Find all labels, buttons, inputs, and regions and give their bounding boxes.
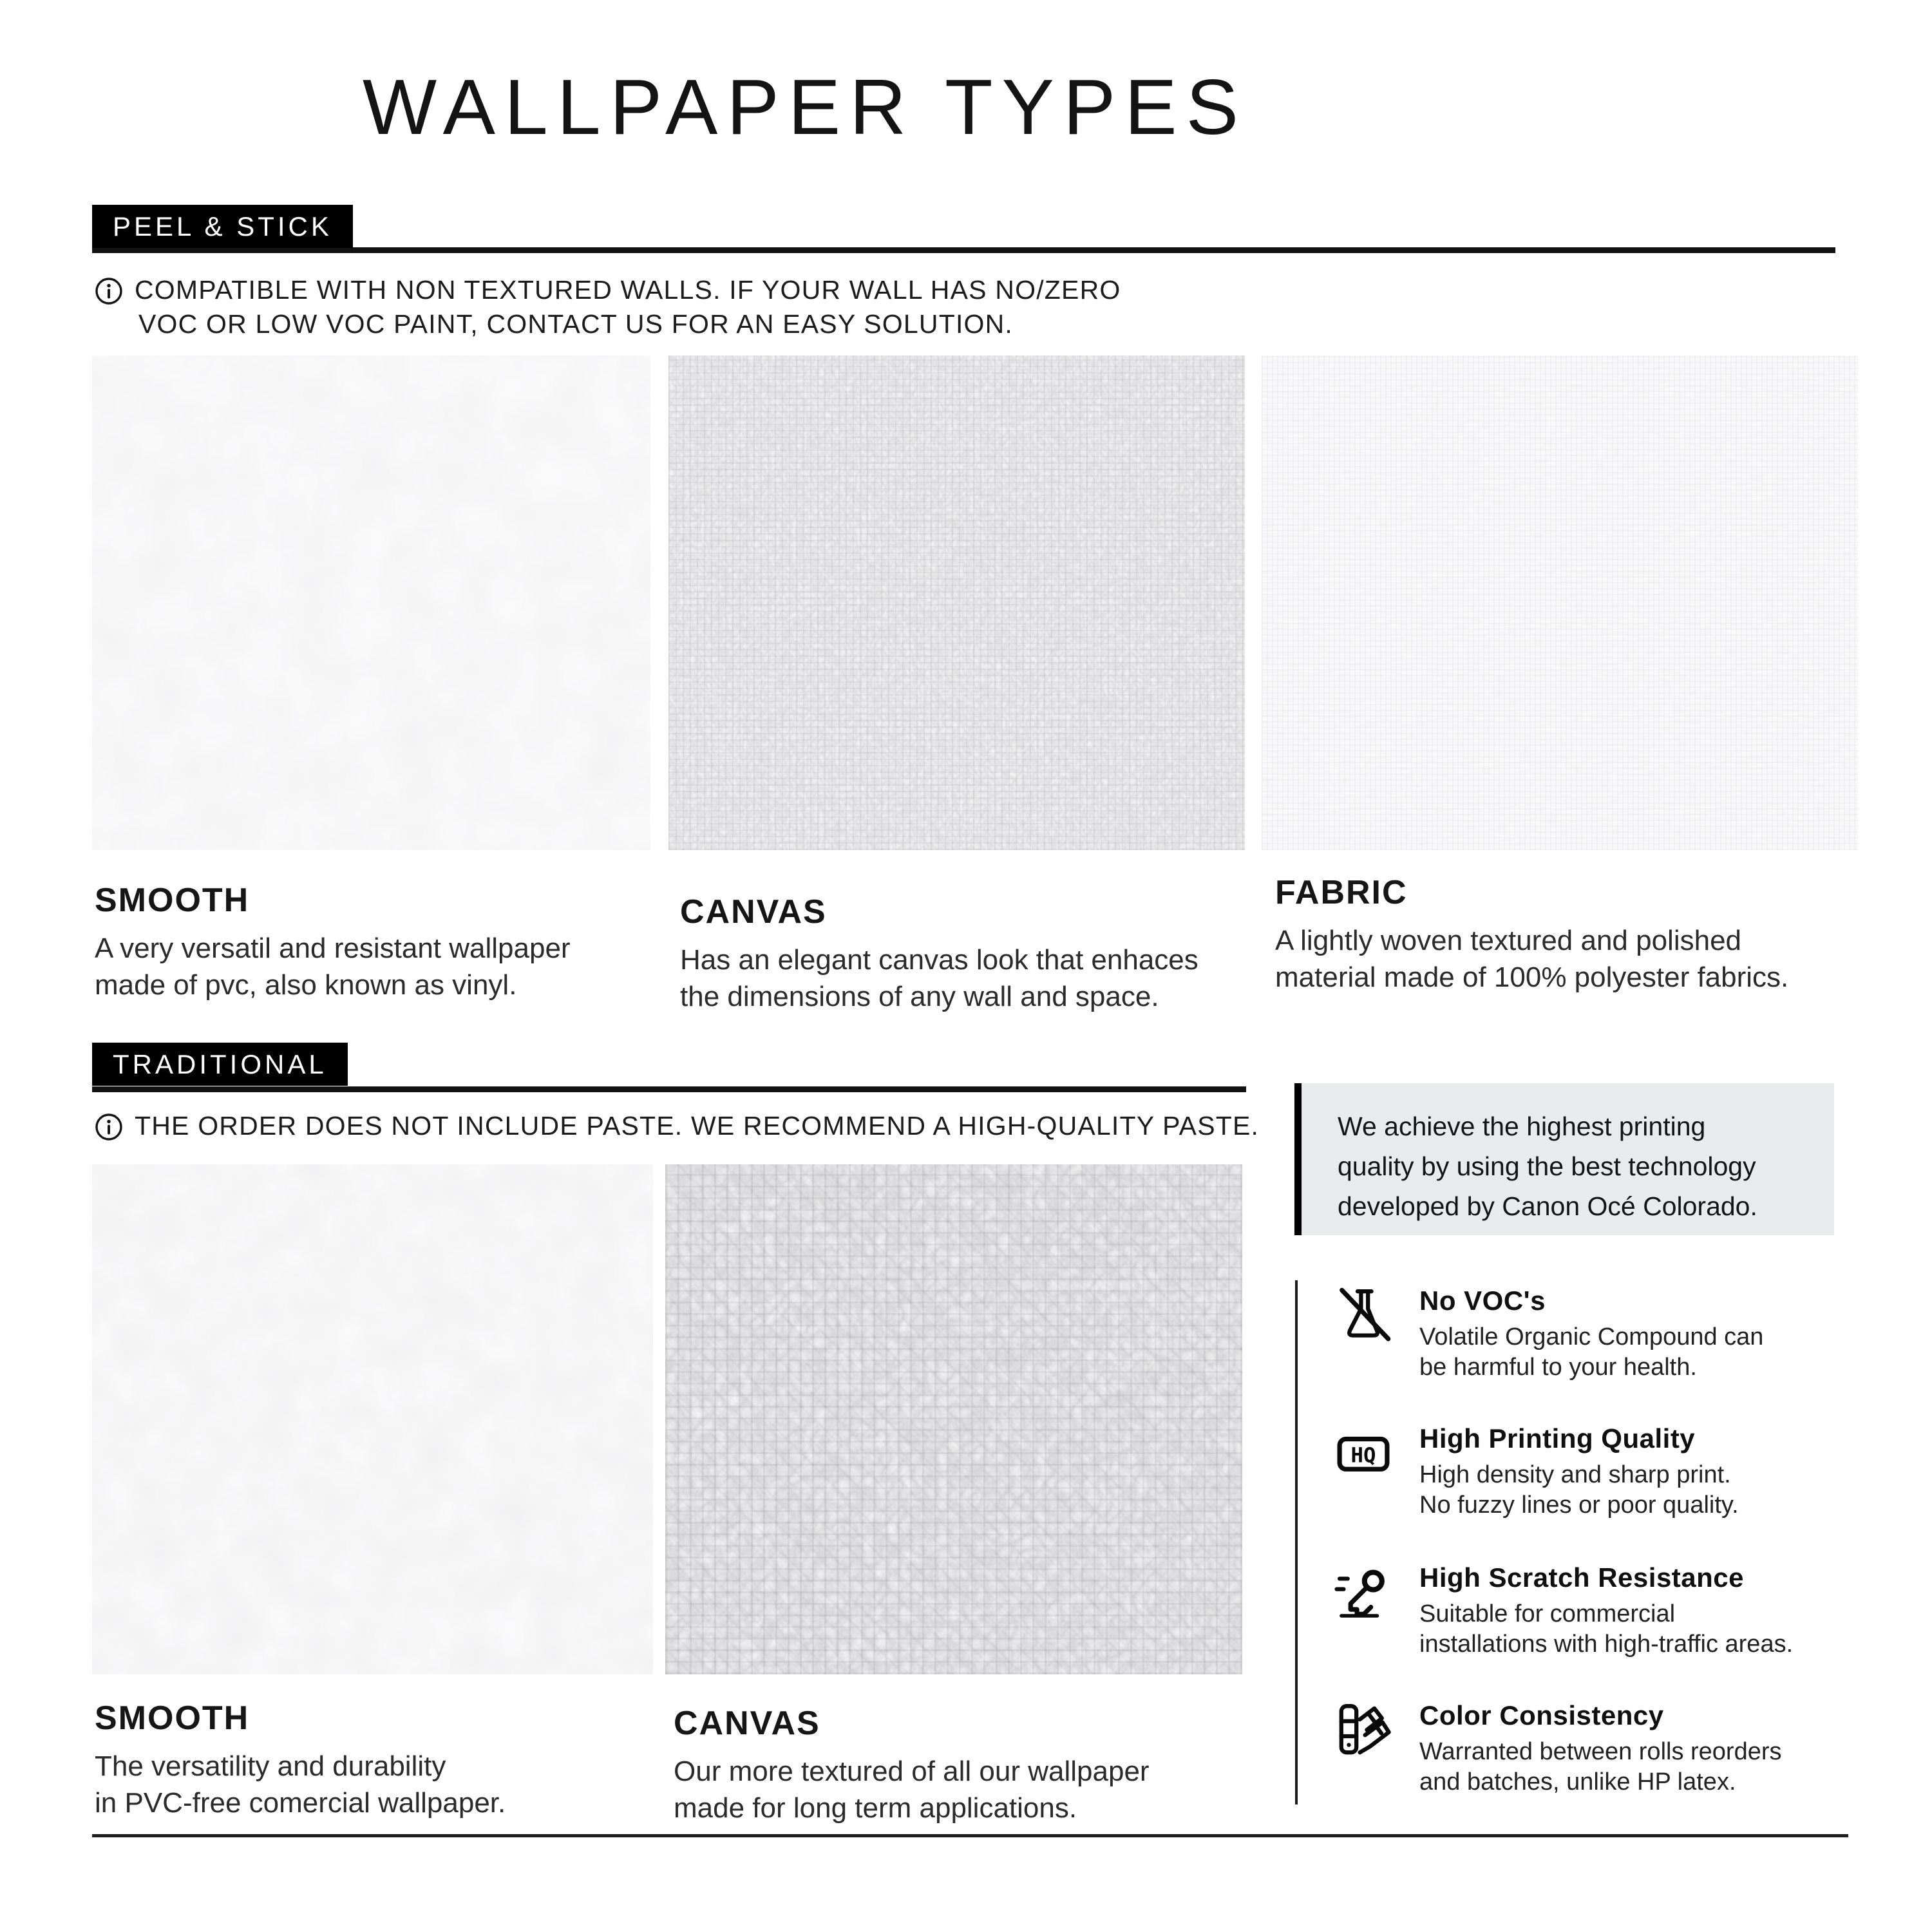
feature-high-scratch-resistance xyxy=(1334,1562,1862,1660)
texture-image xyxy=(92,1164,653,1674)
desc-line: No fuzzy lines or poor quality. xyxy=(1419,1492,1739,1519)
feature-title: High Scratch Resistance xyxy=(1419,1562,1745,1593)
color-swatchbook-icon xyxy=(1334,1700,1392,1761)
desc-line: made for long term applications. xyxy=(674,1792,1077,1824)
section-badge-peel-stick: PEEL & STICK xyxy=(92,205,353,248)
desc-line: Our more textured of all our wallpaper xyxy=(674,1756,1150,1787)
desc-line: material made of 100% polyester fabrics. xyxy=(1275,961,1789,993)
swatch-label-peel-smooth xyxy=(95,881,571,1003)
feature-description xyxy=(1419,1737,1782,1797)
swatch-label-peel-fabric xyxy=(1275,873,1788,996)
callout-line: quality by using the best technology xyxy=(1338,1151,1756,1181)
traditional-note xyxy=(95,1109,1259,1144)
feature-description xyxy=(1419,1322,1763,1383)
swatch-title: SMOOTH xyxy=(95,882,250,919)
feature-title: High Printing Quality xyxy=(1419,1423,1696,1454)
desc-line: and batches, unlike HP latex. xyxy=(1419,1768,1736,1795)
callout-line: developed by Canon Océ Colorado. xyxy=(1338,1191,1757,1221)
swatch-description xyxy=(95,930,571,1003)
page-title: WALLPAPER TYPES xyxy=(363,63,1247,151)
desc-line: made of pvc, also known as vinyl. xyxy=(95,969,517,1001)
swatch-title: SMOOTH xyxy=(95,1700,250,1737)
swatch-description xyxy=(674,1753,1150,1826)
hq-icon-label: HQ xyxy=(1350,1443,1376,1468)
swatch-label-traditional-canvas xyxy=(674,1704,1150,1826)
desc-line: Suitable for commercial xyxy=(1419,1600,1676,1627)
desc-line: Has an elegant canvas look that enhaces xyxy=(680,944,1198,976)
feature-no-voc xyxy=(1334,1285,1862,1383)
no-voc-flask-icon xyxy=(1334,1285,1392,1346)
printing-quality-callout xyxy=(1294,1083,1834,1235)
peel-stick-note-text xyxy=(135,273,1121,341)
hq-badge-icon xyxy=(1334,1423,1392,1484)
swatch-description xyxy=(680,942,1198,1015)
swatch-image-peel-smooth xyxy=(92,355,650,850)
feature-title: Color Consistency xyxy=(1419,1700,1664,1730)
feature-text xyxy=(1419,1423,1739,1520)
section-rule-traditional xyxy=(92,1086,1246,1092)
feature-text xyxy=(1419,1562,1793,1660)
swatch-title: CANVAS xyxy=(680,893,827,931)
texture-image xyxy=(92,355,650,850)
feature-title: No VOC's xyxy=(1419,1285,1546,1316)
desc-line: Warranted between rolls reorders xyxy=(1419,1738,1782,1765)
swatch-description xyxy=(1275,922,1788,996)
note-line: VOC OR LOW VOC PAINT, CONTACT US FOR AN EASY SOLUTION. xyxy=(138,309,1014,339)
weave-overlay xyxy=(665,1164,1242,1674)
desc-line: installations with high-traffic areas. xyxy=(1419,1631,1794,1658)
callout-line: We achieve the highest printing xyxy=(1338,1112,1706,1141)
swatch-image-peel-canvas xyxy=(668,355,1245,850)
desc-line: A lightly woven textured and polished xyxy=(1275,925,1742,956)
feature-list-divider xyxy=(1295,1280,1298,1804)
peel-stick-note xyxy=(95,273,1121,341)
feature-text xyxy=(1419,1700,1782,1797)
bottom-separator xyxy=(92,1834,1848,1837)
desc-line: Volatile Organic Compound can xyxy=(1419,1323,1764,1350)
desc-line: in PVC-free comercial wallpaper. xyxy=(95,1787,506,1819)
section-badge-traditional: TRADITIONAL xyxy=(92,1043,348,1086)
section-rule-peel-stick xyxy=(92,247,1835,253)
desc-line: be harmful to your health. xyxy=(1419,1354,1697,1381)
info-icon xyxy=(95,1113,123,1144)
weave-overlay xyxy=(1262,355,1858,850)
swatch-label-peel-canvas xyxy=(680,893,1198,1015)
note-line: COMPATIBLE WITH NON TEXTURED WALLS. IF YOUR WALL HAS NO/ZERO xyxy=(135,275,1121,305)
traditional-note-text: THE ORDER DOES NOT INCLUDE PASTE. WE RECOMMEND A HIGH-QUALITY PASTE. xyxy=(135,1111,1260,1141)
swatch-title: CANVAS xyxy=(674,1705,820,1742)
feature-description xyxy=(1419,1460,1739,1520)
feature-color-consistency xyxy=(1334,1700,1862,1797)
scratch-resistance-key-icon xyxy=(1334,1562,1392,1623)
swatch-title: FABRIC xyxy=(1275,874,1408,911)
swatch-image-traditional-smooth xyxy=(92,1164,653,1674)
weave-overlay xyxy=(668,355,1245,850)
feature-description xyxy=(1419,1599,1793,1660)
swatch-description xyxy=(95,1748,506,1821)
swatch-label-traditional-smooth xyxy=(95,1699,506,1821)
desc-line: A very versatil and resistant wallpaper xyxy=(95,933,571,964)
feature-high-printing-quality xyxy=(1334,1423,1862,1520)
desc-line: High density and sharp print. xyxy=(1419,1461,1731,1488)
desc-line: The versatility and durability xyxy=(95,1750,446,1782)
swatch-image-traditional-canvas xyxy=(665,1164,1242,1674)
desc-line: the dimensions of any wall and space. xyxy=(680,981,1159,1012)
feature-text xyxy=(1419,1285,1763,1383)
info-icon xyxy=(95,277,123,308)
swatch-image-peel-fabric xyxy=(1262,355,1858,850)
